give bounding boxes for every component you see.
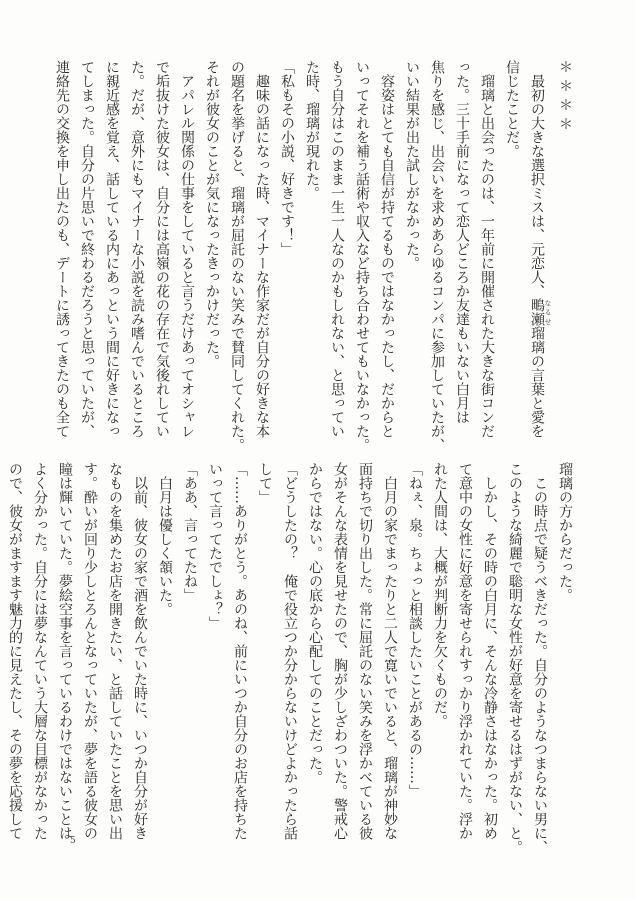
text-line: いって言ってたでしょ？」 (207, 462, 223, 630)
text-line: 容姿はとても自信が持てるものではなかったし、だからと (379, 60, 395, 438)
text-line: 焦りを感じ、出会いを求めあらゆるコンパに参加していたが、 (429, 60, 445, 452)
text-line: なものを集めたお店を開きたい、と話していたことを思い出 (107, 462, 123, 840)
text-line-with-ruby (524, 60, 552, 438)
text-line: いってそれを補う話術や収入など持ち合わせてもいなかった。 (354, 60, 370, 452)
text-line: いい結果が出た試しがなかった。 (404, 60, 420, 270)
text-segment: 瑠璃の言葉と愛を (529, 326, 545, 438)
text-line: ので、彼女がますます魅力的に見えたし、その夢を応援して (7, 462, 23, 840)
text-line: 「私もその小説、好きです！」 (279, 60, 295, 256)
text-line: 「ああ、言ってたね」 (182, 462, 198, 602)
text-line: アパレル関係の仕事をしていると言うだけあってオシャレ (179, 60, 195, 438)
lower-text-block (7, 462, 577, 854)
text-line: 白月の家でまったりと二人で寛いでいると、瑠璃が神妙な (382, 462, 398, 840)
text-line: 白月は優しく頷いた。 (157, 462, 173, 616)
text-line: す。酔いが回り少しとろんとなっていたが、夢を語る彼女の (82, 462, 98, 840)
text-line: 「どうしたの？ 俺で役立つか分からないけどよかったら話 (282, 462, 298, 840)
upper-text-block (52, 60, 577, 452)
text-line: で垢抜けた彼女は、自分には高嶺の花の存在で気後れしてい (154, 60, 170, 438)
ruby-reading: なるせ (544, 298, 552, 326)
text-line: の題名を挙げると、瑠璃が屈託のない笑みで賛同してくれた。 (229, 60, 245, 452)
text-line: この時点で疑うべきだった。自分のようなつまらない男に、 (532, 462, 548, 854)
text-line: それが彼女のことが気になったきっかけだった。 (204, 60, 220, 368)
text-line: た時、瑠璃が現れた。 (304, 60, 320, 200)
text-line: よく分かった。自分には夢なんていう大層な目標がなかった (32, 462, 48, 840)
text-line: た。だが、意外にもマイナーな小説を読み嗜んでいるところ (129, 60, 145, 438)
text-line: もう自分はこのまま一生一人なのかもしれない、と思ってい (329, 60, 345, 438)
text-line: からではない。心の底から心配してのことだった。 (307, 462, 323, 784)
text-line: 瑠璃の方からだった。 (557, 462, 573, 602)
text-line: に親近感を覚え、話している内にあっという間に好きになっ (104, 60, 120, 438)
text-line: て意中の女性に好意を寄せられすっかり浮かれていた。浮か (457, 462, 473, 840)
ruby-name (529, 298, 552, 326)
text-line: てしまった。自分の片思いで終わるだろうと思っていたが、 (79, 60, 95, 438)
text-line: 以前、彼女の家で酒を飲んでいた時に、いつか自分が好き (132, 462, 148, 840)
text-line: 趣味の話になった時、マイナーな作家だが自分の好きな本 (254, 60, 270, 438)
text-line: 瞳は輝いていた。夢絵空事を言っているわけではないことは (57, 462, 73, 840)
text-line: 信じたことだ。 (504, 60, 520, 158)
text-line: 面持ちで切り出した。常に屈託のない笑みを浮かべている彼 (357, 462, 373, 840)
section-break: ＊＊＊＊ (557, 60, 573, 136)
ruby-base: 鴫瀬 (529, 298, 545, 326)
page-number: 5 (70, 836, 76, 846)
text-line: 「ねぇ、泉。ちょっと相談したいことがあるの……」 (407, 462, 423, 798)
text-line: 連絡先の交換を申し出たのも、デートに誘ってきたのも全て (54, 60, 70, 438)
text-line: った。三十手前になって恋人どころか友達もいない白月は (454, 60, 470, 424)
text-segment: 最初の大きな選択ミスは、元恋人、 (529, 60, 545, 298)
text-line: 「……ありがとう。あのね、前にいつか自分のお店を持ちた (232, 462, 248, 840)
text-line: しかし、その時の白月に、そんな冷静さはなかった。初め (482, 462, 498, 840)
text-line: 女がそんな表情を見せたので、胸が少しざわついた。警戒心 (332, 462, 348, 840)
text-line: して」 (257, 462, 273, 504)
text-line: 瑠璃と出会ったのは、一年前に開催された大きな街コンだ (479, 60, 495, 438)
text-line: このような綺麗で聡明な女性が好意を寄せるはずがない、と。 (507, 462, 523, 854)
text-line: れた人間は、大概が判断力を欠くものだ。 (432, 462, 448, 728)
